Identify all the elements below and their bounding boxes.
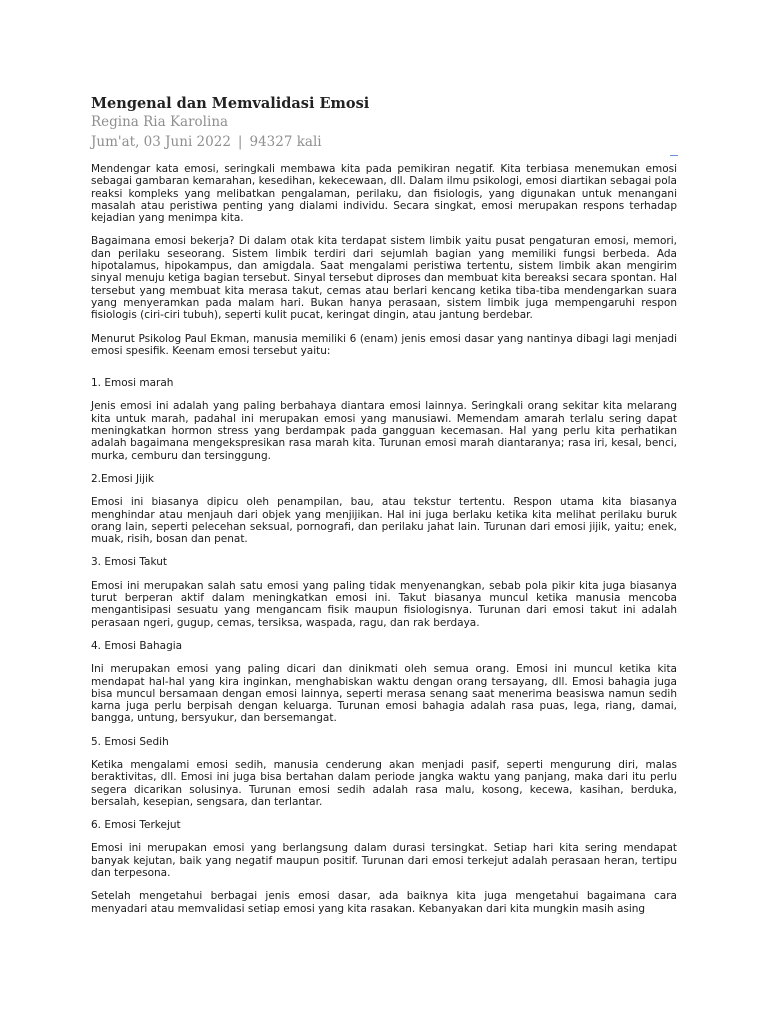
section-heading: 6. Emosi Terkejut — [91, 819, 181, 832]
article-title: Mengenal dan Memvalidasi Emosi — [91, 95, 370, 112]
paragraph: Emosi ini merupakan salah satu emosi yang paling tidak menyenangkan, sebab pola pikir kita juga biasanya turut berperan aktif dalam meningkatkan emosi ini. Takut biasanya muncul ketika manusia mencoba mengantisipasi sesuatu yang mengancam fisik maupun fisiologisnya. Turunan dari emosi takut ini adalah perasaan ngeri, gugup, cemas, tersiksa, waspada, ragu, dan rak berdaya. — [91, 579, 677, 629]
article-body — [91, 163, 677, 915]
section-heading: 5. Emosi Sedih — [91, 735, 169, 748]
section-heading: 1. Emosi marah — [91, 377, 174, 390]
article-meta — [91, 132, 677, 152]
paragraph: Emosi ini biasanya dipicu oleh penampilan, bau, atau tekstur tertentu. Respon utama kita biasanya menghindar atau menjauh dari objek yang menjijikan. Hal ini juga berlaku ketika kita melihat perilaku buruk orang lain, seperti pelecehan seksual, pornografi, dan perilaku jahat lain. Turunan dari emosi jijik, yaitu; enek, muak, risih, bosan dan penat. — [91, 496, 677, 546]
paragraph: Ketika mengalami emosi sedih, manusia cenderung akan menjadi pasif, seperti mengurung diri, malas beraktivitas, dll. Emosi ini juga bisa bertahan dalam periode jangka waktu yang panjang, maka dari itu perlu segera dicarikan solusinya. Turunan emosi sedih adalah rasa malu, kosong, kecewa, kasihan, berduka, bersalah, kesepian, sengsara, dan terlantar. — [91, 758, 677, 808]
meta-separator: | — [237, 134, 243, 150]
article-author: Regina Ria Karolina — [91, 114, 229, 130]
section-heading: 3. Emosi Takut — [91, 556, 168, 569]
paragraph: Setelah mengetahui berbagai jenis emosi dasar, ada baiknya kita juga mengetahui bagaimana cara menyadari atau memvalidasi setiap emosi yang kita rasakan. Kebanyakan dari kita mungkin masih asing — [91, 890, 677, 915]
article-date: Jum'at, 03 Juni 2022 — [91, 134, 231, 150]
paragraph: Emosi ini merupakan emosi yang berlangsung dalam durasi tersingkat. Setiap hari kita sering mendapat banyak kejutan, baik yang negatif maupun positif. Turunan dari emosi terkejut adalah perasaan heran, tertipu dan terpesona. — [91, 842, 677, 880]
paragraph: Bagaimana emosi bekerja? Di dalam otak kita terdapat sistem limbik yaitu pusat pengaturan emosi, memori, dan perilaku seseorang. Sistem limbik terdiri dari sejumlah bagian yang memiliki fungsi berbeda. Ada hipotalamus, hipokampus, dan amigdala. Saat mengalami peristiwa tertentu, sistem limbik akan mengirim sinyal menuju ketiga bagian tersebut. Sinyal tersebut diproses dan membuat kita bereaksi secara spontan. Hal tersebut yang membuat kita merasa takut, cemas atau berlari kencang ketika tiba-tiba mendengarkan suara yang menyeramkan pada malam hari. Bukan hanya perasaan, sistem limbik juga mempengaruhi respon fisiologis (ciri-ciri tubuh), seperti kulit pucat, keringat dingin, atau jantung berdebar. — [91, 235, 677, 322]
article-page — [91, 94, 677, 926]
section-heading: 4. Emosi Bahagia — [91, 639, 183, 652]
paragraph: Jenis emosi ini adalah yang paling berbahaya diantara emosi lainnya. Seringkali orang sekitar kita melarang kita untuk marah, padahal ini merupakan emosi yang manusiawi. Memendam amarah terlalu sering dapat meningkatkan hormon stress yang berdampak pada gangguan kecemasan. Hal yang perlu kita perhatikan adalah bagaimana mengekspresikan rasa marah kita. Turunan emosi marah diantaranya; rasa iri, kesal, benci, murka, cemburu dan tersinggung. — [91, 400, 677, 462]
paragraph: Ini merupakan emosi yang paling dicari dan dinikmati oleh semua orang. Emosi ini muncul ketika kita mendapat hal-hal yang kira inginkan, menghabiskan waktu dengan orang tersayang, dll. Emosi bahagia juga bisa muncul bersamaan dengan emosi lainnya, seperti merasa senang saat menerima beasiswa namun sedih karna juga perlu berpisah dengan keluarga. Turunan emosi bahagia adalah rasa puas, lega, riang, damai, bangga, untung, bersyukur, dan bersemangat. — [91, 663, 677, 725]
article-views: 94327 kali — [249, 134, 322, 150]
paragraph: Menurut Psikolog Paul Ekman, manusia memiliki 6 (enam) jenis emosi dasar yang nantinya dibagi lagi menjadi emosi spesifik. Keenam emosi tersebut yaitu: — [91, 332, 677, 357]
paragraph: Mendengar kata emosi, seringkali membawa kita pada pemikiran negatif. Kita terbiasa menemukan emosi sebagai gambaran kemarahan, kesedihan, kekecewaan, dll. Dalam ilmu psikologi, emosi diartikan sebagai pola reaksi kompleks yang melibatkan pengalaman, perilaku, dan fisiologis, yang digunakan untuk menangani masalah atau peristiwa penting yang dialami individu. Secara singkat, emosi merupakan respons terhadap kejadian yang menimpa kita. — [91, 163, 677, 225]
section-heading: 2.Emosi Jijik — [91, 472, 154, 485]
corner-mark — [670, 155, 678, 156]
